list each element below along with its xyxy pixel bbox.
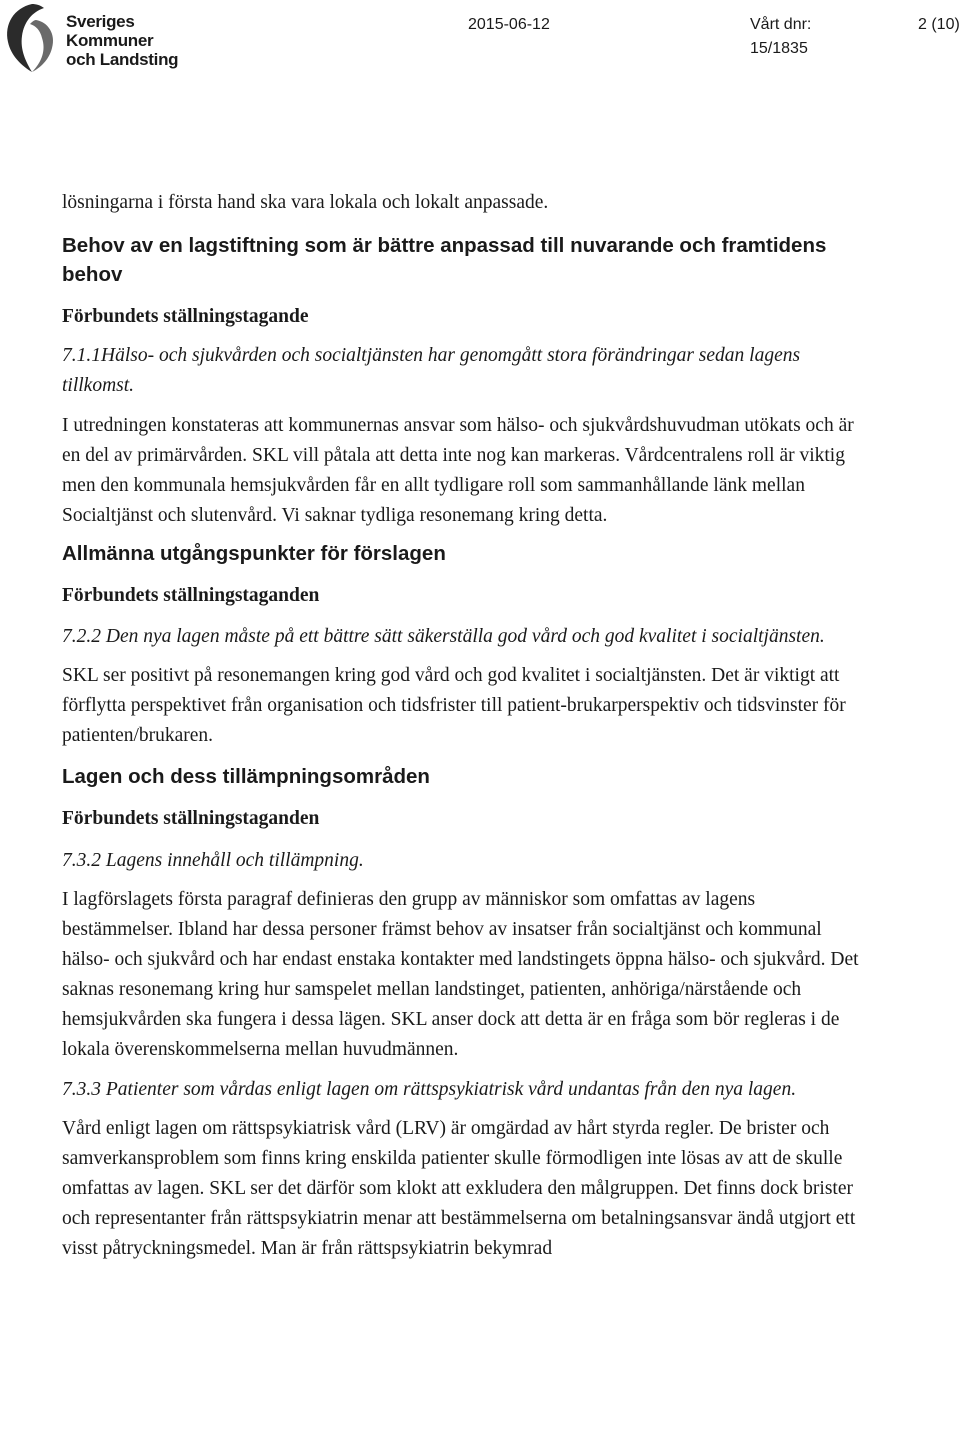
body-paragraph: Vård enligt lagen om rättspsykiatrisk vård (LRV) är omgärdad av hårt styrda regler. De brister och samverkansproblem som finns kring enskilda patienter skulle förmodligen inte lösas av att de skulle omfattas av lagen. SKL ser det därför som klokt att exkludera den målgruppen. Det finns dock brister och representanter från rättspsykiatrin menar att bestämmelserna om betalningsansvar ändå utgjort ett visst påtryckningsmedel. Man är från rättspsykiatrin bekymrad bbox=[62, 1118, 856, 1259]
dnr-value: 15/1835 bbox=[750, 40, 808, 57]
position-item: 7.3.2 Lagens innehåll och tillämpning. bbox=[62, 850, 364, 871]
position-item: 7.2.2 Den nya lagen måste på ett bättre sätt säkerställa god vård och god kvalitet i socialtjänsten. bbox=[62, 626, 825, 647]
logo-line: Kommuner bbox=[66, 31, 154, 50]
position-item: 7.1.1Hälso- och sjukvården och socialtjänsten har genomgått stora förändringar sedan lagens tillkomst. bbox=[62, 345, 801, 396]
section-subheading: Förbundets ställningstagande bbox=[62, 306, 309, 327]
skl-emblem-icon bbox=[2, 2, 62, 74]
section-subheading: Förbundets ställningstaganden bbox=[62, 808, 320, 829]
logo-line: Sveriges bbox=[66, 12, 135, 31]
dnr-label: Vårt dnr: bbox=[750, 16, 812, 33]
section-heading: Lagen och dess tillämpningsområden bbox=[62, 765, 430, 788]
logo-wordmark bbox=[66, 12, 178, 69]
position-item: 7.3.3 Patienter som vårdas enligt lagen om rättspsykiatrisk vård undantas från den nya lagen. bbox=[62, 1079, 797, 1100]
section-heading: Allmänna utgångspunkter för förslagen bbox=[62, 542, 446, 565]
page-number: 2 (10) bbox=[918, 16, 960, 33]
document-date: 2015-06-12 bbox=[468, 16, 550, 33]
logo-line: och Landsting bbox=[66, 50, 179, 69]
body-paragraph: I lagförslagets första paragraf definieras den grupp av människor som omfattas av lagens bestämmelser. Ibland har dessa personer främst behov av insatser från socialtjänst och kommunal hälso- och sjukvård och har endast enstaka kontakter med landstingets öppna hälso- och sjukvård. Det saknas resonemang kring hur samspelet mellan landstinget, patienten, anhöriga/närstående och hemsjukvården ska fungera i dessa lägen. SKL anser dock att detta är en fråga som bör regleras i de lokala överenskommelserna mellan huvudmännen. bbox=[62, 889, 859, 1060]
section-subheading: Förbundets ställningstaganden bbox=[62, 585, 320, 606]
body-paragraph: I utredningen konstateras att kommunernas ansvar som hälso- och sjukvårdshuvudman utökats och är en del av primärvården. SKL vill påtala att detta inte nog kan markeras. Vårdcentralens roll är viktig men den kommunala hemsjukvården får en allt tydligare roll som sammanhållande länk mellan Socialtjänst och slutenvård. Vi saknar tydliga resonemang kring detta. bbox=[62, 415, 854, 526]
page-header bbox=[0, 0, 960, 80]
section-heading: Behov av en lagstiftning som är bättre anpassad till nuvarande och framtidens behov bbox=[62, 234, 827, 286]
document-body bbox=[62, 188, 862, 1264]
body-paragraph: SKL ser positivt på resonemangen kring god vård och god kvalitet i socialtjänsten. Det är viktigt att förflytta perspektivet från organisation och tidsfrister till patient-brukarperspektiv och tidsvinster för patienten/brukaren. bbox=[62, 665, 846, 746]
intro-paragraph: lösningarna i första hand ska vara lokala och lokalt anpassade. bbox=[62, 192, 549, 213]
skl-logo bbox=[2, 2, 202, 74]
